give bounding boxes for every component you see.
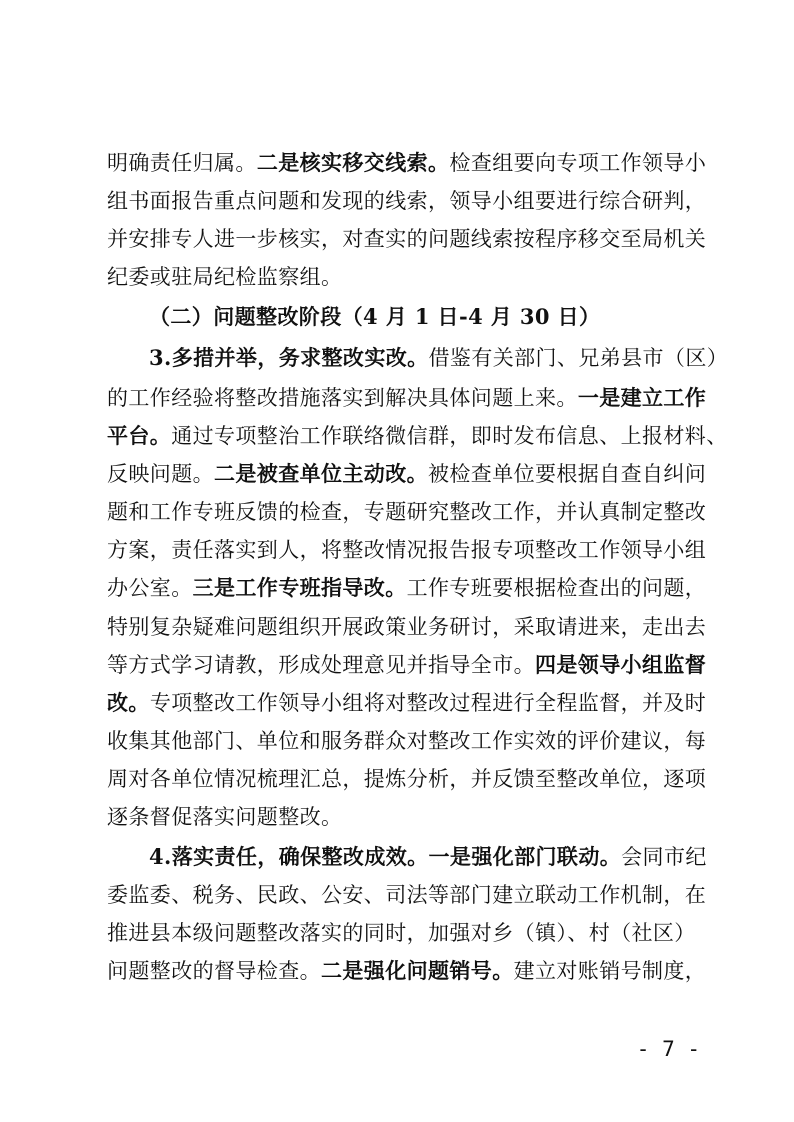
bold-phrase: 改。 [107, 690, 150, 715]
bold-phrase: 四是领导小组监督 [535, 652, 707, 677]
bold-phrase: 三是工作专班指导改。 [192, 575, 407, 600]
text-run: 的工作经验将整改措施落实到解决具体问题上来。 [107, 386, 578, 410]
text-run: 组书面报告重点问题和发现的线索，领导小组要进行综合研判， [107, 189, 707, 213]
text-run: 办公室。 [107, 576, 193, 600]
text-run: 专项整改工作领导小组将对整改过程进行全程监督，并及时 [149, 691, 707, 715]
text-run: 收集其他部门、单位和服务群众对整改工作实效的评价建议，每 [107, 729, 707, 753]
text-line [107, 571, 707, 605]
text-run: 问题整改的督导检查。 [107, 959, 321, 983]
text-run: 通过专项整治工作联络微信群，即时发布信息、上报材料、 [171, 424, 728, 448]
text-run: 推进县本级问题整改落实的同时，加强对乡（镇）、村（社区） [107, 921, 696, 945]
text-run: 并安排专人进一步核实，对查实的问题线索按程序移交至局机关 [107, 227, 707, 251]
text-run: 反映问题。 [107, 462, 214, 486]
text-run: 纪委或驻局纪检监察组。 [107, 265, 343, 289]
text-line [107, 495, 707, 529]
text-run: 明确责任归属。 [107, 151, 257, 175]
text-run: 方案，责任落实到人，将整改情况报告报专项整改工作领导小组 [107, 538, 707, 562]
text-run: 被检查单位要根据自查自纠问 [428, 462, 707, 486]
text-run: 工作专班要根据检查出的问题， [406, 576, 707, 600]
text-line [107, 260, 693, 294]
text-line [107, 457, 707, 491]
text-run: 周对各单位情况梳理汇总，提炼分析，并反馈至整改单位，逐项 [107, 767, 707, 791]
bold-phrase: 4.落实责任，确保整改成效。 [149, 844, 429, 869]
text-line [107, 916, 696, 950]
text-line [107, 800, 693, 834]
text-run: 建立对账销号制度， [513, 959, 707, 983]
text-run: 等方式学习请教，形成处理意见并指导全市。 [107, 653, 535, 677]
text-run: 检查组要向专项工作领导小 [449, 151, 707, 175]
text-run: 题和工作专班反馈的检查，专题研究整改工作，并认真制定整改 [107, 500, 707, 524]
text-run: 委监委、税务、民政、公安、司法等部门建立联动工作机制，在 [107, 883, 707, 907]
text-line [107, 146, 707, 180]
text-run: 逐条督促落实问题整改。 [107, 805, 343, 829]
text-line [107, 381, 707, 415]
text-line [149, 840, 707, 874]
text-line [107, 184, 707, 218]
text-line [107, 533, 707, 567]
page-number: - 7 - [636, 1037, 700, 1061]
text-run: 借鉴有关部门、兄弟县市（区） [428, 346, 729, 370]
text-line [107, 762, 707, 796]
bold-phrase: 一是强化部门联动。 [428, 844, 622, 869]
text-line [107, 610, 707, 644]
text-line [107, 419, 728, 453]
bold-phrase: 二是强化问题销号。 [321, 958, 514, 983]
text-line [107, 648, 707, 682]
text-line [107, 878, 707, 912]
text-line [149, 341, 729, 375]
section-heading [149, 300, 649, 334]
bold-phrase: 二是核实移交线索。 [256, 150, 450, 175]
text-run: 会同市纪 [621, 845, 707, 869]
bold-phrase: 3.多措并举，务求整改实改。 [149, 345, 429, 370]
bold-phrase: 一是建立工作 [577, 385, 707, 410]
text-run: 特别复杂疑难问题组织开展政策业务研讨，采取请进来，走出去 [107, 615, 707, 639]
bold-phrase: 平台。 [107, 423, 172, 448]
text-line [107, 954, 707, 988]
bold-phrase: 二是被查单位主动改。 [214, 461, 428, 486]
text-line [107, 222, 707, 256]
text-line [107, 724, 707, 758]
text-line [107, 686, 707, 720]
bold-phrase: （二）问题整改阶段（4 月 1 日-4 月 30 日） [149, 304, 601, 329]
